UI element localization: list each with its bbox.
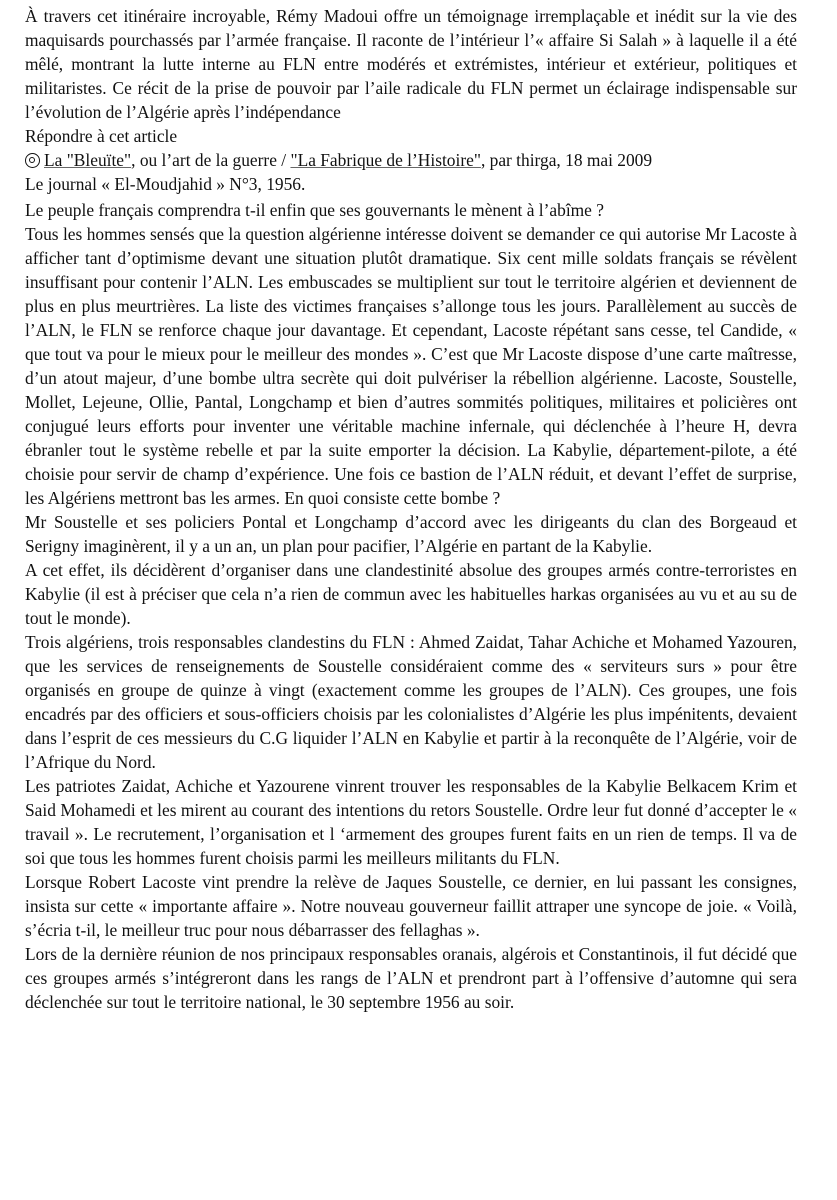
bullet-circle-icon xyxy=(25,153,40,168)
reply-link[interactable]: Répondre à cet article xyxy=(25,126,178,146)
article-paragraph: Tous les hommes sensés que la question algérienne intéresse doivent se demander ce qui autorise Mr Lacoste à afficher tant d’optimisme devant une situation plutôt dramatique. Six cent mille soldats français se révèlent insuffisant pour contenir l’ALN. Les embuscades se multiplient sur tout le territoire algérien et deviennent de plus en plus meurtrières. La liste des victimes françaises s’allonge tous les jours. Parallèlement au succès de l’ALN, le FLN se renforce chaque jour davantage. Et cependant, Lacoste répétant sans cesse, tel Candide, « que tout va pour le mieux pour le meilleur des mondes ». C’est que Mr Lacoste dispose d’une carte maîtresse, d’un atout majeur, d’une bombe ultra secrète qui doit pulvériser la rébellion algérienne. Lacoste, Soustelle, Mollet, Lejeune, Ollie, Pantal, Longchamp et bien d’autres sommités politiques, militaires et policières ont conjugué leurs efforts pour inventer une véritable machine infernale, qui déclenchée à l’heure H, devra ébranler tout le système rebelle et par la suite emporter la décision. La Kabylie, département-pilote, a été choisie pour servir de champ d’expérience. Une fois ce bastion de l’ALN réduit, et devant l’effet de surprise, les Algériens mettront bas les armes. En quoi consiste cette bombe ? xyxy=(25,224,797,508)
article-paragraph: Lorsque Robert Lacoste vint prendre la relève de Jaques Soustelle, ce dernier, en lui passant les consignes, insista sur cette « importante affaire ». Notre nouveau gouverneur faillit attraper une syncope de joie. « Voilà, s’écria t-il, le meilleur truc pour nous débarrasser des fellaghas ». xyxy=(25,872,797,940)
article-page xyxy=(25,4,797,1014)
article-paragraph: Les patriotes Zaidat, Achiche et Yazourene vinrent trouver les responsables de la Kabylie Belkacem Krim et Said Mohamedi et les mirent au courant des intentions du retors Soustelle. Ordre leur fut donné d’accepter le « travail ». Le recrutement, l’organisation et l ‘armement des groupes furent faits en un rien de temps. Il va de soi que tous les hommes furent choisis parmi les meilleurs militants du FLN. xyxy=(25,776,797,868)
article-paragraph: Trois algériens, trois responsables clandestins du FLN : Ahmed Zaidat, Tahar Achiche et Mohamed Yazouren, que les services de renseignements de Soustelle considéraient comme des « serviteurs surs » pour être organisés en groupe de quinze à vingt (exactement comme les groupes de l’ALN). Ces groupes, une fois encadrés par des officiers et sous-officiers choisis par les colonialistes d’Algérie les plus impénitents, devaient dans l’esprit de ces messieurs du C.G liquider l’ALN en Kabylie et partir à la reconquête de l’Algérie, voir de l’Afrique du Nord. xyxy=(25,632,797,772)
post-header xyxy=(25,148,797,172)
intro-paragraph: À travers cet itinéraire incroyable, Rémy Madoui offre un témoignage irremplaçable et inédit sur la vie des maquisards pourchassés par l’armée française. Il raconte de l’intérieur l’« affaire Si Salah » à laquelle il a été mêlé, montrant la lutte interne au FLN entre modérés et extrémistes, intérieur et extérieur, politiques et militaristes. Ce récit de la prise de pouvoir par l’aile radicale du FLN permet un éclairage indispensable sur l’évolution de l’Algérie après l’indépendance xyxy=(25,6,797,122)
article-headline: Le peuple français comprendra t-il enfin que ses gouvernants le mènent à l’abîme ? xyxy=(25,200,604,220)
post-title-link[interactable]: La "Bleuïte" xyxy=(44,150,132,170)
source-line: Le journal « El-Moudjahid » N°3, 1956. xyxy=(25,174,306,194)
article-paragraph: Lors de la dernière réunion de nos principaux responsables oranais, algérois et Constantinois, il fut décidé que ces groupes armés s’intégreront dans les rangs de l’ALN et prendront part à l’offensive d’automne qui sera déclenchée sur tout le territoire national, le 30 septembre 1956 au soir. xyxy=(25,944,797,1012)
post-byline: , par thirga, 18 mai 2009 xyxy=(480,150,653,170)
article-paragraph: Mr Soustelle et ses policiers Pontal et Longchamp d’accord avec les dirigeants du clan des Borgeaud et Serigny imaginèrent, il y a un an, un plan pour pacifier, l’Algérie en partant de la Kabylie. xyxy=(25,512,797,556)
parent-article-link[interactable]: "La Fabrique de l’Histoire" xyxy=(290,150,481,170)
post-title-separator: , ou l’art de la guerre / xyxy=(131,150,291,170)
article-paragraph: A cet effet, ils décidèrent d’organiser dans une clandestinité absolue des groupes armés contre-terroristes en Kabylie (il est à préciser que cela n’a rien de commun avec les habituelles harkas organisées au vu et au su de tout le monde). xyxy=(25,560,797,628)
